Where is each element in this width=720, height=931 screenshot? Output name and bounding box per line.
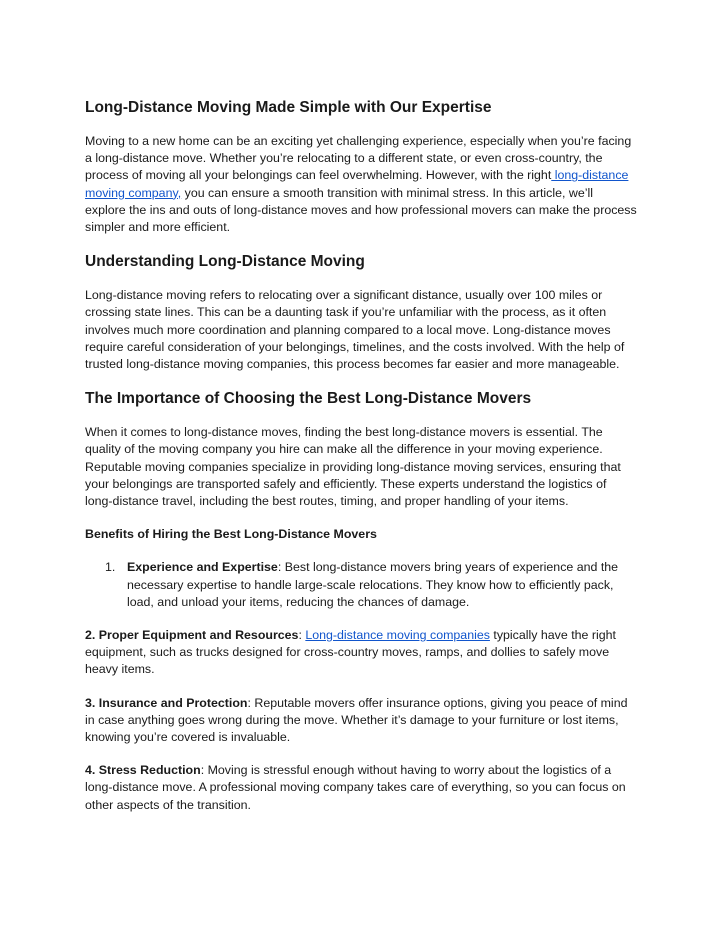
list-item-number: 1. xyxy=(105,560,116,575)
benefit-point-2-bold: 2. Proper Equipment and Resources xyxy=(85,628,299,643)
document-page xyxy=(85,98,637,830)
section-body-understanding: Long-distance moving refers to relocating over a significant distance, usually over 100 miles or crossing state lines. This can be a daunting task if you’re unfamiliar with the process, as it often involves much more coordination and planning compared to a local move. Long-distance moves require careful consideration of your belongings, timelines, and the costs involved. With the help of trusted long-distance moving companies, this process becomes far easier and more manageable. xyxy=(85,288,625,372)
benefit-point-4-bold: 4. Stress Reduction xyxy=(85,763,201,778)
long-distance-moving-companies-link[interactable]: Long-distance moving companies xyxy=(305,628,490,643)
intro-paragraph xyxy=(85,133,637,236)
intro-text-end: you can ensure a smooth transition with minimal stress. In this article, we’ll explore the ins and outs of long-distance moves and how professional movers can make the process simpler and more efficient. xyxy=(85,185,637,235)
benefit-point-2-colon: : xyxy=(298,628,306,643)
article-title: Long-Distance Moving Made Simple with Our Expertise xyxy=(85,99,492,116)
section-heading-importance: The Importance of Choosing the Best Long-Distance Movers xyxy=(85,390,532,408)
long-distance-moving-company-link[interactable]: long-distance moving company, xyxy=(85,168,629,200)
list-item-text: : Best long-distance movers bring years of experience and the necessary expertise to handle large-scale relocations. They know how to efficiently pack, load, and unload your items, reducing the chances of damage. xyxy=(127,560,619,609)
benefit-point-4-text: : Moving is stressful enough without having to worry about the logistics of a long-distance move. A professional moving company takes care of everything, so you can focus on other aspects of the transition. xyxy=(85,763,626,812)
benefit-point-3 xyxy=(85,695,637,747)
benefits-subheading: Benefits of Hiring the Best Long-Distance Movers xyxy=(85,527,377,542)
benefit-point-3-text: : Reputable movers offer insurance options, giving you peace of mind in case anything goes wrong during the move. Whether it’s damage to your furniture or lost items, knowing you’re covered is invaluable. xyxy=(85,695,628,745)
benefit-point-3-bold: 3. Insurance and Protection xyxy=(85,695,248,710)
section-heading-understanding: Understanding Long-Distance Moving xyxy=(85,253,365,271)
list-item-bold: Experience and Expertise xyxy=(127,560,278,575)
benefit-point-4 xyxy=(85,762,637,814)
list-item xyxy=(85,559,637,611)
benefit-point-2 xyxy=(85,627,637,679)
section-body-importance: When it comes to long-distance moves, finding the best long-distance movers is essential. The quality of the moving company you hire can make all the difference in your moving experience. Reputable moving companies specialize in providing long-distance moving services, ensuring that your belongings are transported safely and efficiently. These experts understand the logistics of long-distance travel, including the best routes, timing, and proper handling of your items. xyxy=(85,425,621,509)
intro-text-start: Moving to a new home can be an exciting yet challenging experience, especially when you’re facing a long-distance move. Whether you’re relocating to a different state, or even cross-country, the process of moving all your belongings can feel overwhelming. However, with the right xyxy=(85,134,632,183)
benefit-point-2-text: typically have the right equipment, such as trucks designed for cross-country moves, ramps, and dollies to safely move heavy items. xyxy=(85,628,616,677)
benefits-list xyxy=(85,559,637,611)
